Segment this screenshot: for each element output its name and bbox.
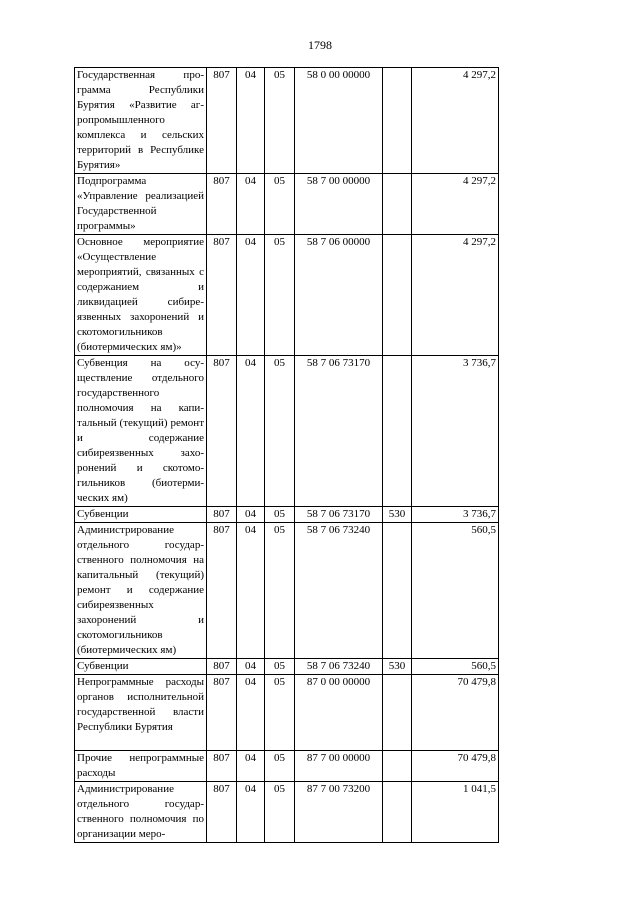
section-code: 04 <box>237 659 265 675</box>
ministry-code: 807 <box>207 659 237 675</box>
target-article-code: 58 7 06 73170 <box>295 507 383 523</box>
expense-type-code <box>383 68 412 174</box>
subsection-code: 05 <box>265 675 295 751</box>
amount: 4 297,2 <box>412 174 499 235</box>
target-article-code: 58 7 00 00000 <box>295 174 383 235</box>
table-row <box>75 751 499 782</box>
row-name: Субвенции <box>75 659 207 675</box>
subsection-code: 05 <box>265 659 295 675</box>
page-number: 1798 <box>308 38 332 52</box>
ministry-code: 807 <box>207 523 237 659</box>
subsection-code: 05 <box>265 68 295 174</box>
row-name: Субвенции <box>75 507 207 523</box>
section-code: 04 <box>237 174 265 235</box>
table-row <box>75 356 499 507</box>
target-article-code: 87 7 00 73200 <box>295 782 383 843</box>
amount: 3 736,7 <box>412 507 499 523</box>
target-article-code: 58 7 06 73240 <box>295 659 383 675</box>
section-code: 04 <box>237 675 265 751</box>
table-row <box>75 68 499 174</box>
subsection-code: 05 <box>265 174 295 235</box>
ministry-code: 807 <box>207 507 237 523</box>
expense-type-code <box>383 675 412 751</box>
table-row <box>75 235 499 356</box>
amount: 3 736,7 <box>412 356 499 507</box>
amount: 70 479,8 <box>412 751 499 782</box>
subsection-code: 05 <box>265 507 295 523</box>
expense-type-code <box>383 235 412 356</box>
section-code: 04 <box>237 751 265 782</box>
target-article-code: 58 7 06 00000 <box>295 235 383 356</box>
expense-type-code <box>383 751 412 782</box>
target-article-code: 58 7 06 73170 <box>295 356 383 507</box>
table-row <box>75 675 499 751</box>
subsection-code: 05 <box>265 235 295 356</box>
table-row <box>75 659 499 675</box>
row-name: Субвенция на осуществление отдельного государственного полномочия на капитальный (текущий) ремонт и содержание сибиреязвенных захоронений и скотомогильников (биотермических ям) <box>75 356 207 507</box>
expense-type-code <box>383 174 412 235</box>
budget-table <box>74 67 499 843</box>
subsection-code: 05 <box>265 782 295 843</box>
ministry-code: 807 <box>207 782 237 843</box>
table-row <box>75 782 499 843</box>
expense-type-code <box>383 523 412 659</box>
target-article-code: 87 0 00 00000 <box>295 675 383 751</box>
ministry-code: 807 <box>207 751 237 782</box>
row-name: Государственная программа Республики Бурятия «Развитие агропромышленного комплекса и сельских территорий в Республике Бурятия» <box>75 68 207 174</box>
amount: 1 041,5 <box>412 782 499 843</box>
amount: 560,5 <box>412 523 499 659</box>
amount: 70 479,8 <box>412 675 499 751</box>
subsection-code: 05 <box>265 356 295 507</box>
section-code: 04 <box>237 523 265 659</box>
ministry-code: 807 <box>207 675 237 751</box>
amount: 4 297,2 <box>412 235 499 356</box>
row-name: Подпрограмма «Управление реализацией Государственной программы» <box>75 174 207 235</box>
section-code: 04 <box>237 782 265 843</box>
row-name: Администрирование отдельного государственного полномочия по организации меро- <box>75 782 207 843</box>
table-row <box>75 174 499 235</box>
row-name: Администрирование отдельного государственного полномочия на капитальный (текущий) ремонт и содержание сибиреязвенных захоронений и скотомогильников (биотермических ям) <box>75 523 207 659</box>
expense-type-code <box>383 782 412 843</box>
target-article-code: 58 7 06 73240 <box>295 523 383 659</box>
expense-type-code <box>383 356 412 507</box>
subsection-code: 05 <box>265 523 295 659</box>
section-code: 04 <box>237 235 265 356</box>
ministry-code: 807 <box>207 235 237 356</box>
amount: 560,5 <box>412 659 499 675</box>
target-article-code: 87 7 00 00000 <box>295 751 383 782</box>
expense-type-code: 530 <box>383 659 412 675</box>
ministry-code: 807 <box>207 68 237 174</box>
section-code: 04 <box>237 507 265 523</box>
row-name: Прочие непрограммные расходы <box>75 751 207 782</box>
table-row <box>75 523 499 659</box>
section-code: 04 <box>237 356 265 507</box>
ministry-code: 807 <box>207 356 237 507</box>
table-row <box>75 507 499 523</box>
amount: 4 297,2 <box>412 68 499 174</box>
ministry-code: 807 <box>207 174 237 235</box>
expense-type-code: 530 <box>383 507 412 523</box>
subsection-code: 05 <box>265 751 295 782</box>
section-code: 04 <box>237 68 265 174</box>
target-article-code: 58 0 00 00000 <box>295 68 383 174</box>
row-name: Непрограммные расходы органов исполнительной государственной власти Республики Бурятия <box>75 675 207 751</box>
row-name: Основное мероприятие «Осуществление мероприятий, связанных с содержанием и ликвидацией сибиреязвенных захоронений и скотомогильников (биотермических ям)» <box>75 235 207 356</box>
